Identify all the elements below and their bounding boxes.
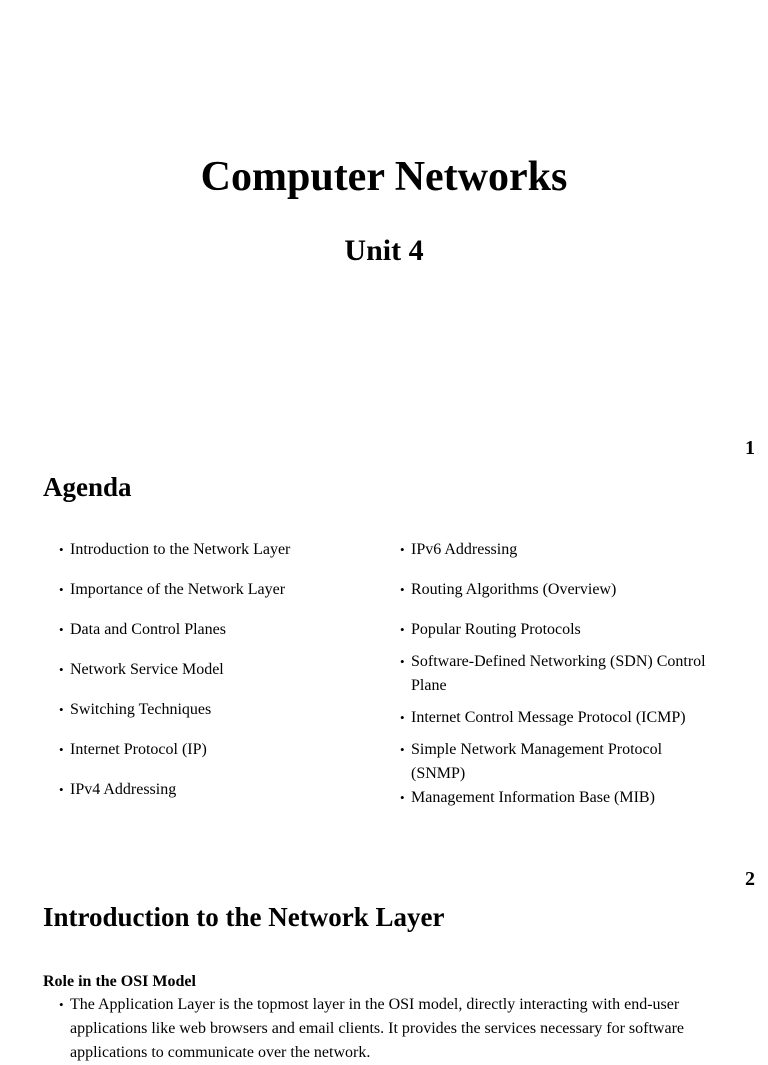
bullet-icon: • (59, 702, 64, 717)
agenda-item: • Routing Algorithms (Overview) (400, 578, 616, 602)
agenda-item: • Importance of the Network Layer (59, 578, 285, 602)
intro-heading: Introduction to the Network Layer (43, 902, 445, 932)
page-number-1: 1 (745, 437, 755, 459)
bullet-icon: • (59, 622, 64, 637)
list-item: • The Application Layer is the topmost layer in the OSI model, directly interacting with end-user applications like web browsers and email clients. It provides the services necessary for software applications to communicate over the network. (59, 993, 749, 1065)
agenda-item: • Popular Routing Protocols (400, 618, 581, 642)
agenda-item: • IPv6 Addressing (400, 538, 517, 562)
bullet-icon: • (400, 654, 405, 669)
agenda-item: • Switching Techniques (59, 698, 211, 722)
agenda-item: • Software-Defined Networking (SDN) Control Plane (400, 650, 711, 698)
agenda-heading: Agenda (43, 472, 132, 502)
bullet-icon: • (59, 742, 64, 757)
agenda-item: • Data and Control Planes (59, 618, 226, 642)
bullet-icon: • (59, 582, 64, 597)
slide-title: Computer Networks (200, 154, 568, 200)
page-number-2: 2 (745, 868, 755, 890)
bullet-icon: • (400, 710, 405, 725)
agenda-item: • IPv4 Addressing (59, 778, 176, 802)
bullet-icon: • (400, 790, 405, 805)
bullet-icon: • (59, 662, 64, 677)
agenda-item: • Network Service Model (59, 658, 224, 682)
bullet-icon: • (400, 622, 405, 637)
agenda-item: • Introduction to the Network Layer (59, 538, 290, 562)
intro-bullet-list (59, 993, 749, 1065)
bullet-icon: • (400, 542, 405, 557)
slide-subtitle: Unit 4 (344, 234, 424, 267)
agenda-item: • Simple Network Management Protocol (SNMP) (400, 738, 711, 786)
agenda-item: • Management Information Base (MIB) (400, 786, 655, 810)
agenda-item: • Internet Control Message Protocol (ICMP) (400, 706, 686, 730)
bullet-icon: • (59, 542, 64, 557)
bullet-icon: • (400, 742, 405, 757)
bullet-icon: • (400, 582, 405, 597)
bullet-icon: • (59, 997, 64, 1012)
agenda-item: • Internet Protocol (IP) (59, 738, 207, 762)
osi-role-subheading: Role in the OSI Model (43, 973, 196, 990)
bullet-icon: • (59, 782, 64, 797)
